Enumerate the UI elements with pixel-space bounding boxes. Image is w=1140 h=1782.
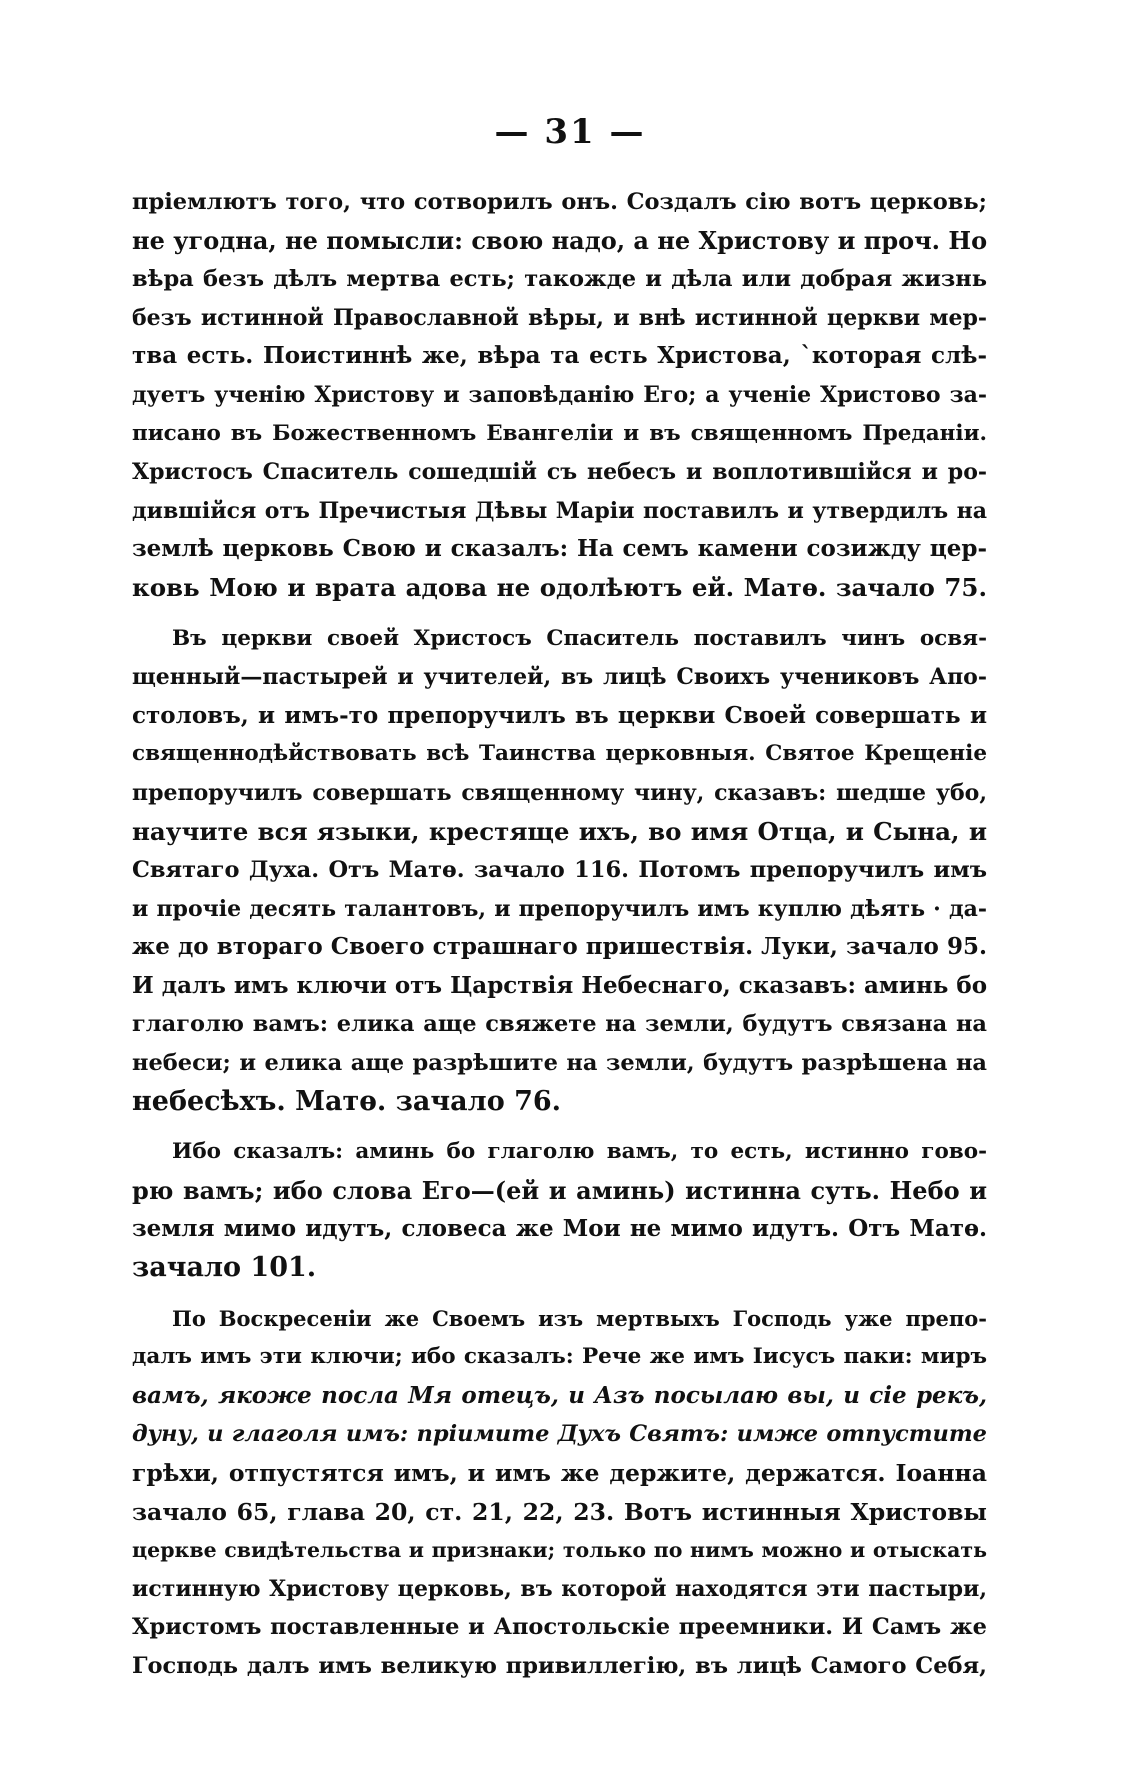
text-line: Ибо сказалъ: аминь бо глаголю вамъ, то есть, истинно гово- — [172, 1139, 987, 1165]
paragraph — [132, 1133, 987, 1287]
text-line: рю вамъ; ибо слова Его—(ей и аминь) истинна суть. Небо и — [132, 1175, 987, 1205]
text-line: писано въ Божественномъ Евангеліи и въ священномъ Преданіи. — [132, 420, 987, 446]
text-line: И далъ имъ ключи отъ Царствія Небеснаго, сказавъ: аминь бо — [132, 971, 988, 999]
text-line: Святаго Духа. Отъ Матѳ. зачало 116. Потомъ препоручилъ имъ — [132, 857, 987, 884]
text-line: тва есть. Поистиннѣ же, вѣра та есть Христова, `которая слѣ- — [132, 342, 987, 370]
text-line: земля мимо идутъ, словеса же Мои не мимо идутъ. Отъ Матѳ. — [132, 1215, 987, 1243]
paragraph-gap — [132, 1121, 987, 1133]
text-line: щенный—пастырей и учителей, въ лицѣ Своихъ учениковъ Апо- — [132, 664, 987, 691]
text-line: научите вся языки, крестяще ихъ, во имя Отца, и Сына, и — [132, 816, 987, 846]
text-line: вѣра безъ дѣлъ мертва есть; такожде и дѣла или добрая жизнь — [132, 266, 987, 293]
text-line: небеси; и елика аще разрѣшите на земли, будутъ разрѣшена на — [132, 1050, 987, 1077]
text-line: грѣхи, отпустятся имъ, и имъ же держите, держатся. Іоанна — [132, 1459, 987, 1487]
text-line: Христомъ поставленные и Апостольскіе преемники. И Самъ же — [132, 1614, 987, 1641]
text-line: зачало 65, глава 20, ст. 21, 22, 23. Вотъ истинныя Христовы — [132, 1497, 987, 1526]
text-line: далъ имъ эти ключи; ибо сказалъ: Рече же имъ Іисусъ паки: миръ — [132, 1344, 987, 1370]
text-line: Христосъ Спаситель сошедшій съ небесъ и воплотившійся и ро- — [132, 459, 987, 486]
text-line: дуетъ ученію Христову и заповѣданію Его; а ученіе Христово за- — [132, 381, 987, 408]
text-line: зачало 101. — [132, 1252, 317, 1284]
paragraph — [132, 620, 987, 1122]
text-line: истинную Христову церковь, въ которой находятся эти пастыри, — [132, 1575, 987, 1602]
text-line: дившійся отъ Пречистыя Дѣвы Маріи поставилъ и утвердилъ на — [132, 497, 987, 524]
text-line: ковь Мою и врата адова не одолѣютъ ей. Матѳ. зачало 75. — [132, 572, 987, 602]
text-line: священнодѣйствовать всѣ Таинства церковныя. Святое Крещеніе — [132, 741, 987, 767]
paragraph-gap — [132, 608, 987, 620]
text-line: По Воскресеніи же Своемъ изъ мертвыхъ Господь уже препо- — [172, 1305, 987, 1331]
text-line: не угодна, не помысли: свою надо, а не Христову и проч. Но — [132, 225, 988, 255]
text-line: Въ церкви своей Христосъ Спаситель поставилъ чинъ освя- — [172, 625, 987, 651]
text-line: Господь далъ имъ великую привиллегію, въ лицѣ Самого Себя, — [132, 1652, 987, 1679]
text-line: безъ истинной Православной вѣры, и внѣ истинной церкви мер- — [132, 304, 987, 331]
paragraph — [132, 183, 987, 608]
text-line: землѣ церковь Свою и сказалъ: На семъ камени созижду цер- — [132, 535, 987, 563]
text-line: вамъ, якоже посла Мя отецъ, и Азъ посылаю вы, и сіе рекъ, — [132, 1381, 987, 1409]
text-line: препоручилъ совершать священному чину, сказавъ: шедше убо, — [132, 779, 987, 806]
text-line: небесѣхъ. Матѳ. зачало 76. — [132, 1085, 562, 1117]
text-line: же до втораго Своего страшнаго пришествія. Луки, зачало 95. — [132, 933, 987, 961]
text-line: и прочіе десять талантовъ, и препоручилъ имъ куплю дѣять · да- — [132, 895, 987, 922]
paragraph-gap — [132, 1288, 987, 1300]
text-line: пріемлютъ того, что сотворилъ онъ. Создалъ сію вотъ церковь; — [132, 189, 987, 215]
text-line: глаголю вамъ: елика аще свяжете на земли, будутъ связана на — [132, 1011, 987, 1038]
text-line: церкве свидѣтельства и признаки; только по нимъ можно и отыскать — [132, 1538, 987, 1563]
text-line: столовъ, и имъ-то препоручилъ въ церкви Своей совершать и — [132, 701, 987, 729]
text-line: дуну, и глаголя имъ: пріимите Духъ Святъ: имже отпустите — [132, 1421, 987, 1448]
body-text — [132, 183, 987, 1686]
paragraph — [132, 1300, 987, 1686]
page-number: — 31 — — [494, 112, 646, 152]
